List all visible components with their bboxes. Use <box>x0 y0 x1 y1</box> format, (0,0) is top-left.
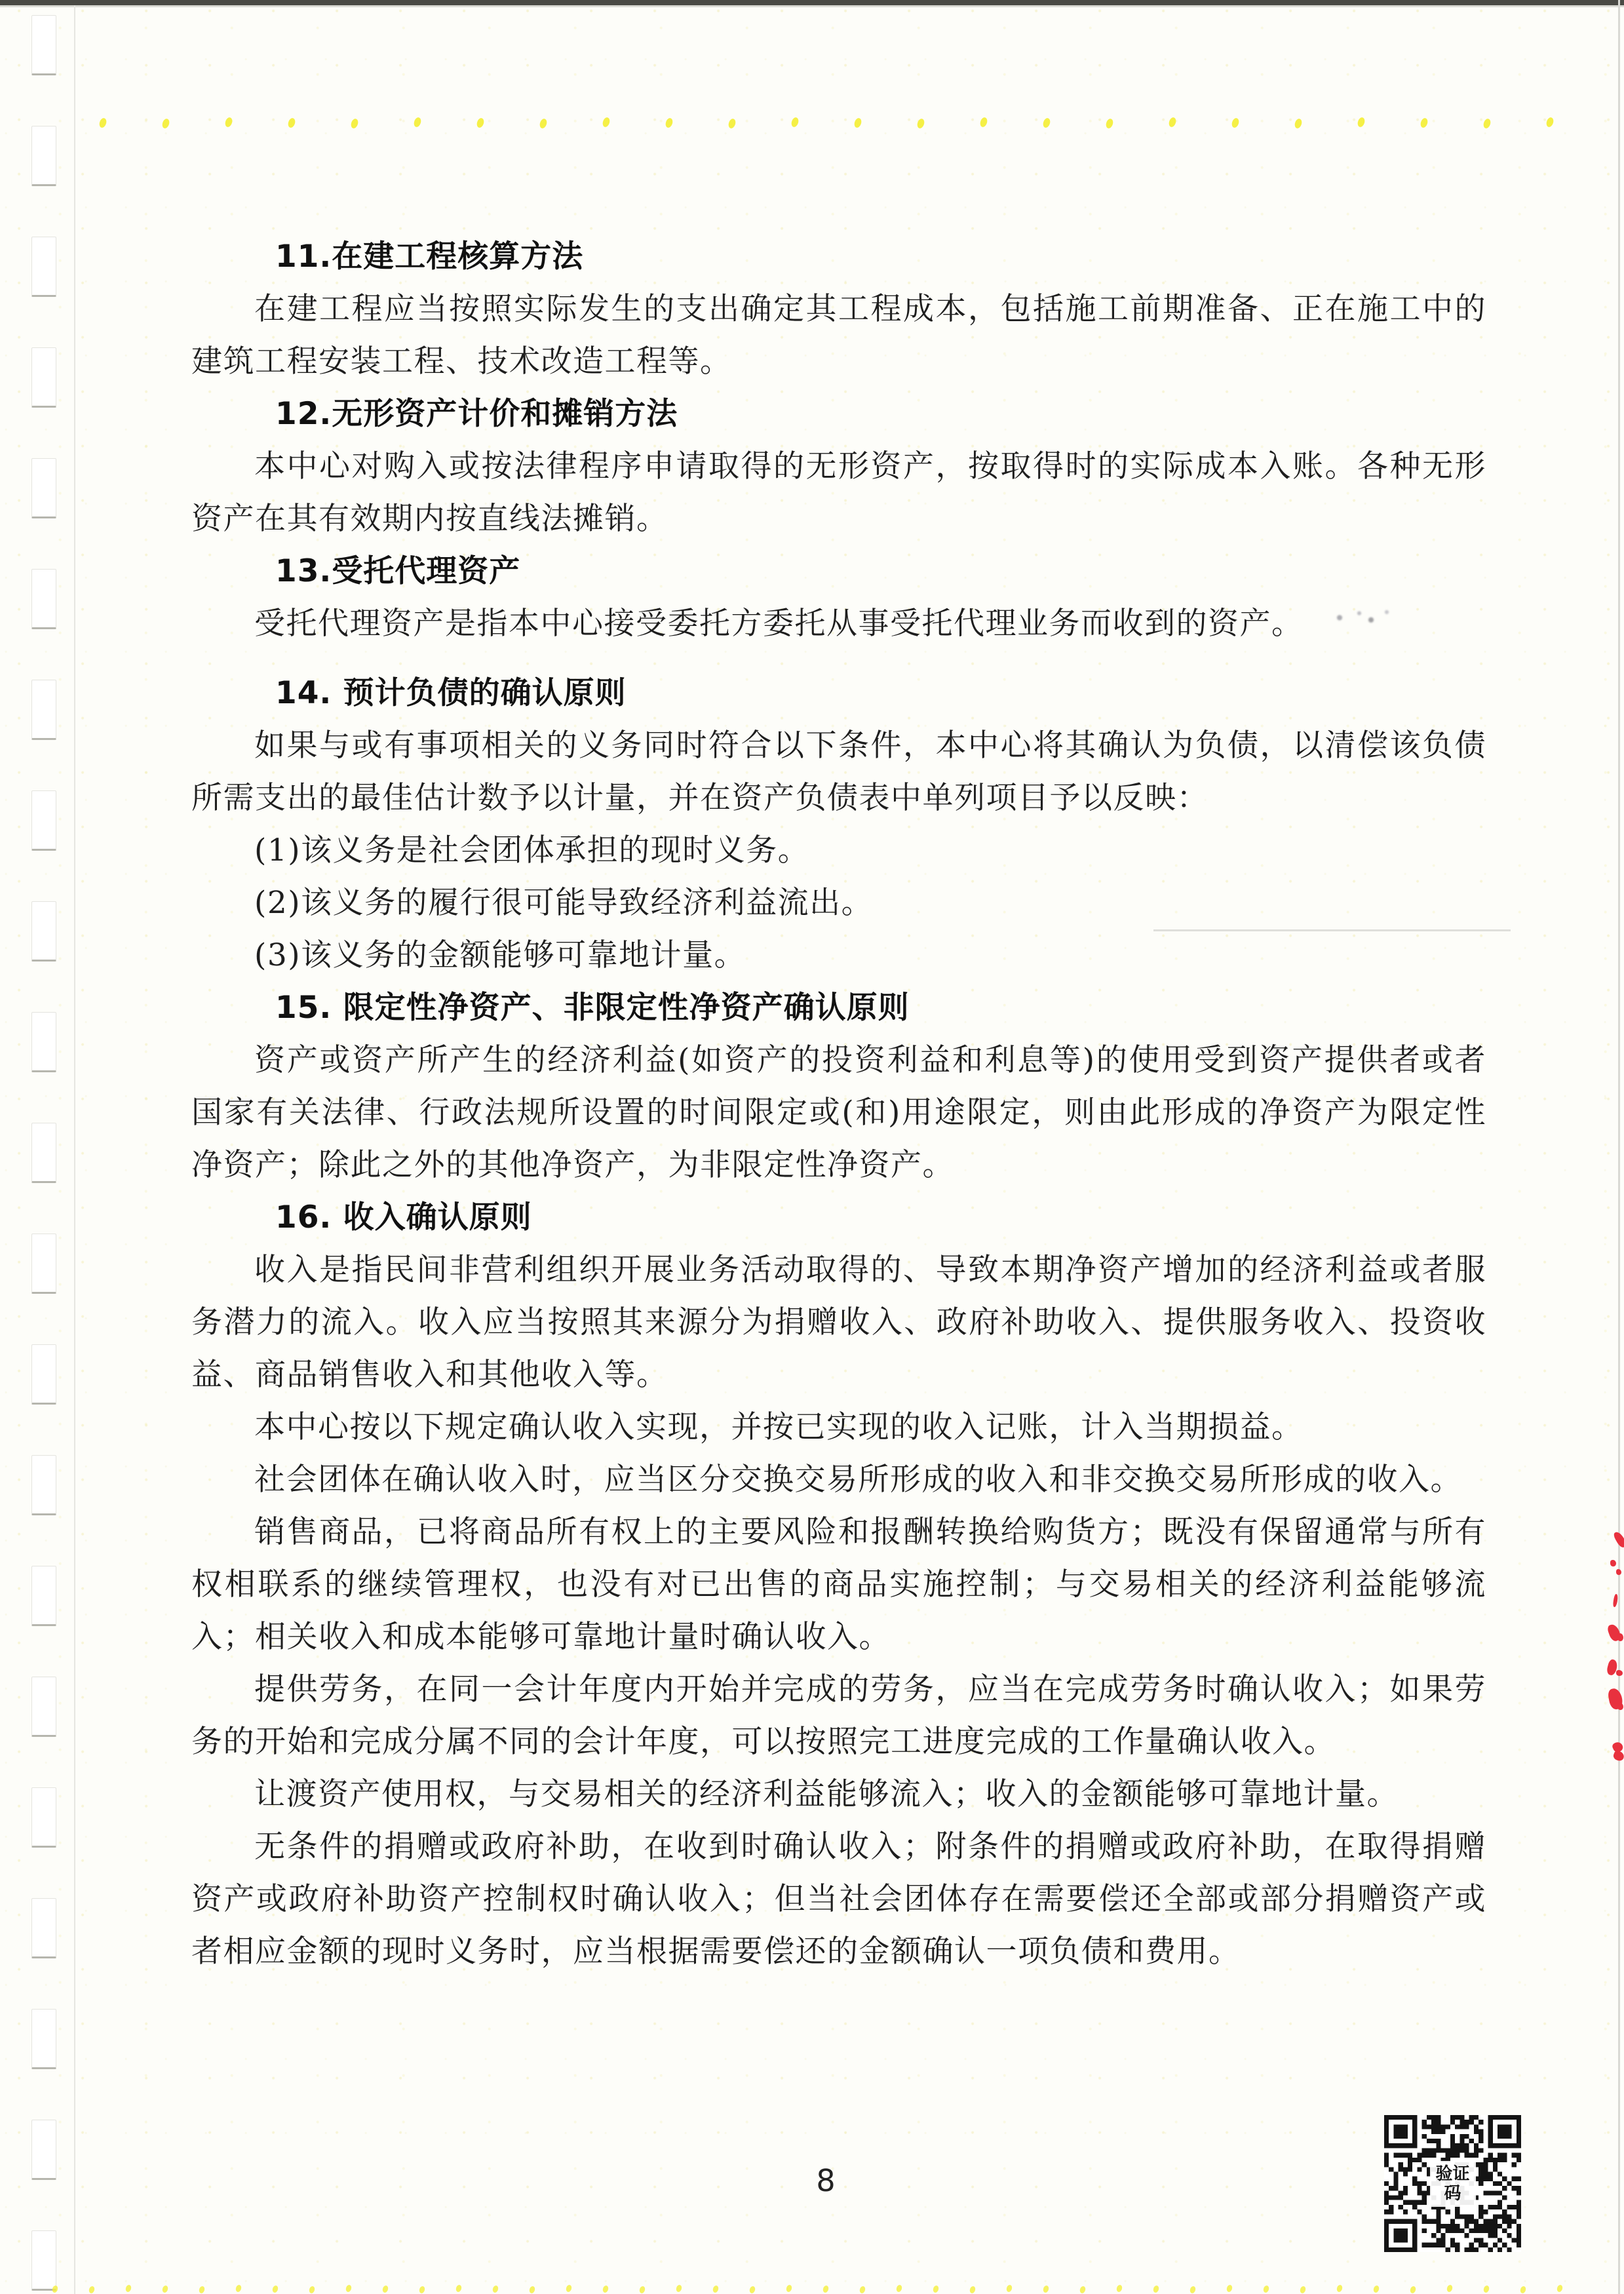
scan-top-edge-shadow <box>0 5 1624 7</box>
yellow-speck <box>853 117 862 128</box>
yellow-speck <box>161 117 170 128</box>
page-number: 8 <box>816 2163 836 2198</box>
section-heading: 14. 预计负债的确认原则 <box>275 675 627 711</box>
binding-hole <box>31 569 56 629</box>
yellow-speck <box>638 2285 646 2294</box>
yellow-speck <box>916 117 925 128</box>
yellow-speck <box>790 116 800 127</box>
paragraph: 收入是指民间非营利组织开展业务活动取得的、导致本期净资产增加的经济利益或者服务潜力的流入。收入应当按照其来源分为捐赠收入、政府补助收入、提供服务收入、投资收益、商品销售收入和其他收入等。 <box>191 1252 1486 1393</box>
binding-hole <box>31 2120 56 2180</box>
binding-hole <box>31 1344 56 1405</box>
yellow-speck <box>1168 116 1177 127</box>
scan-top-edge <box>0 0 1624 5</box>
paragraph: 本中心按以下规定确认收入实现，并按已实现的收入记账，计入当期损益。 <box>254 1409 1304 1445</box>
yellow-speck <box>1482 2285 1490 2293</box>
red-stamp-fragment <box>1612 1750 1624 1762</box>
yellow-speck <box>161 2285 168 2293</box>
yellow-speck <box>979 116 988 127</box>
yellow-speck <box>1299 2285 1306 2294</box>
binding-hole <box>31 1566 56 1626</box>
binding-hole <box>31 2009 56 2069</box>
yellow-speck <box>1105 117 1114 128</box>
yellow-speck <box>1115 2284 1123 2293</box>
yellow-speck <box>1079 2285 1086 2294</box>
yellow-speck <box>198 2285 205 2294</box>
binding-hole <box>31 680 56 740</box>
yellow-speck <box>675 2284 682 2293</box>
binding-hole <box>31 1234 56 1294</box>
yellow-speck <box>565 2284 572 2293</box>
section-heading: 12.无形资产计价和摊销方法 <box>275 396 678 432</box>
paragraph: 如果与或有事项相关的义务同时符合以下条件，本中心将其确认为负债，以清偿该负债所需支出的最佳估计数予以计量，并在资产负债表中单列项目予以反映： <box>191 728 1486 816</box>
section <box>191 982 1486 1192</box>
yellow-speck <box>1420 117 1429 128</box>
yellow-speck <box>528 2285 535 2294</box>
binding-hole <box>31 901 56 962</box>
paragraph: (2)该义务的履行很可能导致经济利益流出。 <box>254 885 874 921</box>
binding-hole <box>31 1898 56 1958</box>
paragraph: 提供劳务，在同一会计年度内开始并完成的劳务，应当在完成劳务时确认收入；如果劳务的开始和完成分属不同的会计年度，可以按照完工进度完成的工作量确认收入。 <box>191 1671 1486 1760</box>
yellow-speck <box>235 2284 242 2293</box>
yellow-speck <box>125 2284 132 2293</box>
yellow-speck <box>476 117 485 128</box>
yellow-speck <box>602 116 611 127</box>
yellow-speck <box>381 2285 389 2293</box>
binding-edge-line <box>74 5 75 2294</box>
binding-hole <box>31 1677 56 1737</box>
yellow-speck <box>748 2285 756 2294</box>
yellow-speck <box>1189 2285 1196 2294</box>
yellow-speck <box>932 2285 939 2293</box>
yellow-speck <box>224 116 233 127</box>
yellow-speck <box>1446 2284 1453 2293</box>
red-stamp-fragment <box>1616 1670 1623 1676</box>
yellow-speck <box>727 117 737 128</box>
paragraph: 销售商品，已将商品所有权上的主要风险和报酬转换给购货方；既没有保留通常与所有权相联系的继续管理权，也没有对已出售的商品实施控制；与交易相关的经济利益能够流入；相关收入和成本能够可靠地计量时确认收入。 <box>191 1514 1486 1655</box>
paragraph: 无条件的捐赠或政府补助，在收到时确认收入；附条件的捐赠或政府补助，在取得捐赠资产或政府补助资产控制权时确认收入；但当社会团体存在需要偿还全部或部分捐赠资产或者相应金额的现时义务时，应当根据需要偿还的金额确认一项负债和费用。 <box>191 1829 1486 1970</box>
yellow-speck <box>308 2285 315 2294</box>
section-heading: 16. 收入确认原则 <box>275 1199 532 1235</box>
yellow-speck <box>859 2285 866 2294</box>
yellow-speck <box>1482 117 1492 128</box>
yellow-speck <box>1231 117 1240 128</box>
binding-hole <box>31 458 56 518</box>
paragraph: 资产或资产所产生的经济利益(如资产的投资利益和利息等)的使用受到资产提供者或者国家有关法律、行政法规所设置的时间限定或(和)用途限定，则由此形成的净资产为限定性净资产；除此之外的其他净资产，为非限定性净资产。 <box>191 1042 1486 1183</box>
yellow-speck <box>88 2285 95 2294</box>
binding-hole <box>31 15 56 75</box>
red-stamp-fragment <box>1617 1703 1623 1710</box>
yellow-speck <box>413 116 422 127</box>
binding-hole <box>31 347 56 408</box>
yellow-speck <box>1042 2285 1049 2293</box>
binding-hole <box>31 1012 56 1072</box>
yellow-speck <box>350 117 359 128</box>
yellow-speck <box>1336 2284 1343 2293</box>
yellow-speck <box>1357 116 1366 127</box>
yellow-speck <box>1372 2285 1380 2293</box>
yellow-speck <box>1262 2285 1269 2293</box>
yellow-speck <box>455 2284 462 2293</box>
binding-hole <box>31 1455 56 1515</box>
paragraph: (3)该义务的金额能够可靠地计量。 <box>254 937 746 973</box>
yellow-speck <box>345 2284 352 2293</box>
yellow-speck <box>492 2285 499 2293</box>
section-heading: 15. 限定性净资产、非限定性净资产确认原则 <box>275 990 910 1026</box>
paragraph: 本中心对购入或按法律程序申请取得的无形资产，按取得时的实际成本入账。各种无形资产在其有效期内按直线法摊销。 <box>191 448 1486 537</box>
red-stamp-fragment <box>1617 1633 1623 1641</box>
section <box>191 231 1486 388</box>
paragraph: 在建工程应当按照实际发生的支出确定其工程成本，包括施工前期准备、正在施工中的建筑工程安装工程、技术改造工程等。 <box>191 291 1486 379</box>
paragraph: 受托代理资产是指本中心接受委托方委托从事受托代理业务而收到的资产。 <box>254 606 1304 642</box>
red-stamp-fragment <box>1610 1560 1616 1566</box>
yellow-speck <box>712 2285 719 2293</box>
qr-center-label: 验证码 <box>1430 2161 1476 2207</box>
binding-hole <box>31 1123 56 1183</box>
binding-hole <box>31 237 56 297</box>
binding-hole <box>31 790 56 851</box>
yellow-speck <box>418 2285 425 2294</box>
yellow-speck <box>271 2285 279 2293</box>
binding-hole <box>31 126 56 186</box>
yellow-speck <box>1556 2284 1563 2293</box>
paragraph: 让渡资产使用权，与交易相关的经济利益能够流入；收入的金额能够可靠地计量。 <box>254 1776 1399 1812</box>
paragraph: (1)该义务是社会团体承担的现时义务。 <box>254 832 810 868</box>
yellow-speck <box>969 2285 976 2294</box>
yellow-speck <box>822 2285 829 2293</box>
section-heading: 11.在建工程核算方法 <box>275 239 584 275</box>
section <box>191 388 1486 545</box>
section <box>191 1192 1486 1978</box>
yellow-speck <box>1519 2285 1526 2294</box>
binding-hole <box>31 1787 56 1848</box>
document-body <box>191 231 1486 1978</box>
yellow-speck <box>1005 2284 1013 2293</box>
yellow-speck <box>1152 2285 1159 2293</box>
yellow-speck <box>51 2285 58 2293</box>
yellow-speck <box>1226 2284 1233 2293</box>
section <box>191 667 1486 982</box>
yellow-speck <box>1545 116 1555 127</box>
yellow-speck <box>539 117 548 128</box>
qr-code <box>1384 2115 1521 2252</box>
yellow-speck <box>1294 117 1303 128</box>
section <box>191 545 1486 650</box>
yellow-speck <box>665 117 674 128</box>
section-heading: 13.受托代理资产 <box>275 553 521 589</box>
yellow-speck <box>895 2284 902 2293</box>
binding-hole <box>31 2230 56 2291</box>
yellow-speck <box>785 2284 792 2293</box>
yellow-speck <box>1409 2285 1416 2294</box>
yellow-speck <box>602 2285 609 2293</box>
yellow-speck <box>98 117 107 128</box>
yellow-speck <box>1042 117 1051 128</box>
red-stamp-fragment <box>1616 1569 1621 1575</box>
yellow-speck <box>287 117 296 128</box>
scan-right-edge <box>1618 0 1620 2294</box>
paragraph: 社会团体在确认收入时，应当区分交换交易所形成的收入和非交换交易所形成的收入。 <box>254 1462 1462 1498</box>
